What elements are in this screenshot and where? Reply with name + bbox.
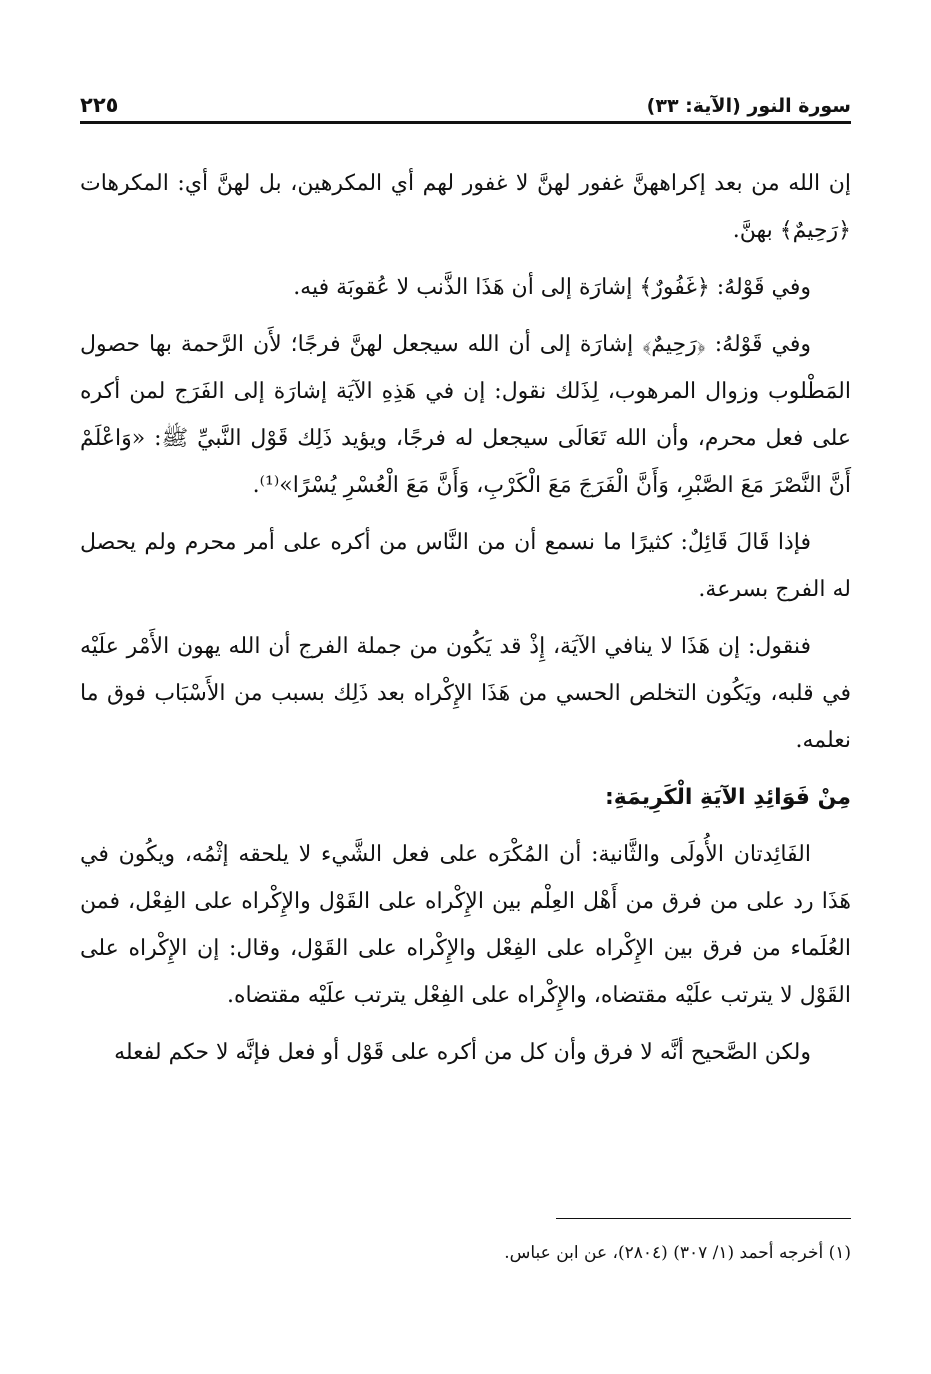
footnote: (١) أخرجه أحمد (١/ ٣٠٧) (٢٨٠٤)، عن ابن عباس. [504,1243,851,1263]
paragraph: وفي قَوْلهُ: ﴿غَفُورٌ﴾ إشارَة إلى أن هَذَا الذَّنب لا عُقوبَة فيه. [293,275,811,300]
page-number: ٢٢٥ [80,93,119,117]
paragraph: الفَائِدتان الأُولَى والثَّانية: أن المُكْرَه على فعل الشَّيء لا يلحقه إثْمُه، ويكُون في هَذَا رد على من فرق من أَهْل العِلْم بين الإِكْراه على القَوْل والإِكْراه على الفِعْل، فمن العُلَماء من فرق بين الإِكْراه على الفِعْل والإِكْراه على القَوْل، وقال: إن الإِكْراه على القَوْل لا يترتب علَيْه مقتضاه، والإِكْراه على الفِعْل يترتب علَيْه مقتضاه. [80,842,851,1008]
footnote-divider [556,1218,851,1219]
running-header [80,84,851,124]
paragraph: وفي قَوْلهُ: ﴿رَحِيمٌ﴾ إشارَة إلى أن الله سيجعل لهنَّ فرجًا؛ لأَن الرَّحمة بها حصول المَطْلوب وزوال المرهوب، لِذَلك نقول: إن في هَذِهِ الآيَة إشارَة إلى الفَرَج لمن أكره على فعل محرم، وأن الله تَعَالَى سيجعل له فرجًا، ويؤيد ذَلِك قَوْل النَّبيِّ ﷺ: «وَاعْلَمْ أَنَّ النَّصْرَ مَعَ الصَّبْرِ، وَأَنَّ الْفَرَجَ مَعَ الْكَرْبِ، وَأَنَّ مَعَ الْعُسْرِ يُسْرًا»⁽¹⁾. [80,332,851,498]
paragraph: فإذا قَالَ قَائِلٌ: كثيرًا ما نسمع أن من النَّاس من أكره على أمر محرم ولم يحصل له الفرج بسرعة. [80,530,851,602]
paragraph: ولكن الصَّحيح أنَّه لا فرق وأن كل من أكره على قَوْل أو فعل فإنَّه لا حكم لفعله [114,1040,811,1065]
running-title: سورة النور (الآية: ٣٣) [646,95,851,117]
paragraph: إن الله من بعد إكراههنَّ غفور لهنَّ لا غفور لهم أي المكرهين، بل لهنَّ أي: المكرهات ﴿رَحِيمٌ﴾ بهنَّ. [80,171,851,243]
section-heading: مِنْ فَوَائِدِ الآيَةِ الْكَرِيمَةِ: [604,785,851,810]
paragraph: فنقول: إن هَذَا لا ينافي الآيَة، إِذْ قد يَكُون من جملة الفرج أن الله يهون الأَمْر علَيْه في قلبه، ويَكُون التخلص الحسي من هَذَا الإِكْراه بعد ذَلِك بسبب من الأَسْبَاب فوق ما نعلمه. [80,634,851,753]
page-body [80,160,851,1086]
